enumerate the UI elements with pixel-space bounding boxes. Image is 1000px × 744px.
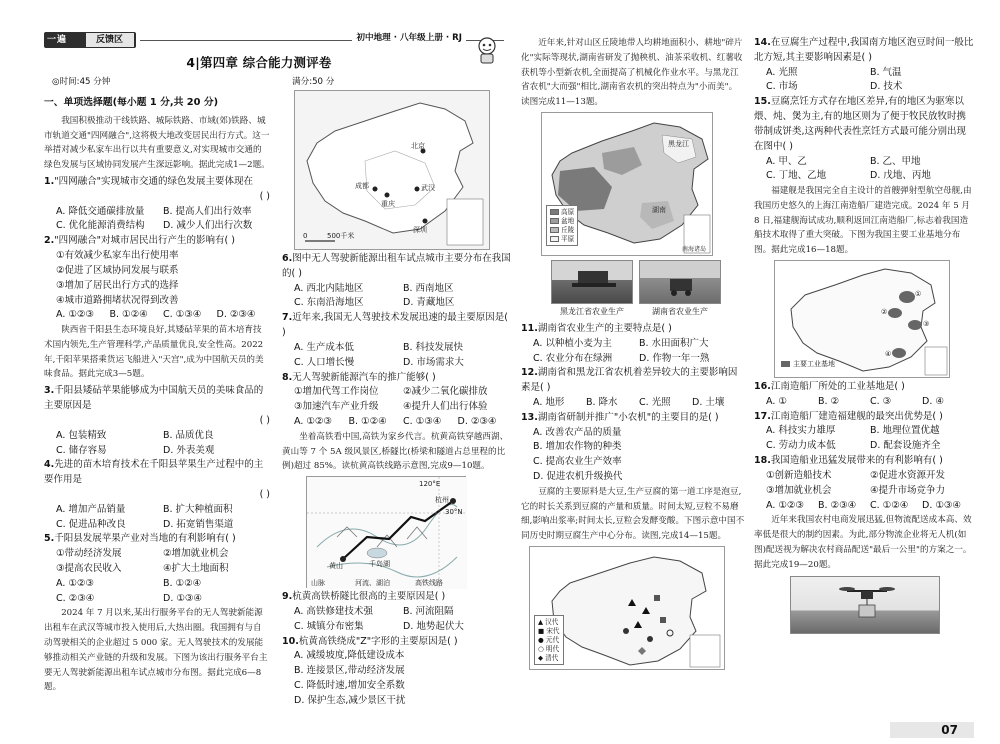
question-number: 6. xyxy=(282,253,293,264)
map-tofu-centers xyxy=(529,546,725,670)
city-label: 北京 xyxy=(411,142,425,150)
option-a[interactable]: A. ①②③ xyxy=(766,499,804,511)
option-c[interactable]: C. 农业分布在绿洲 xyxy=(533,352,613,364)
question-stem: 江南造船厂建造福建舰的最突出优势是 xyxy=(770,410,933,422)
question-number: 12. xyxy=(521,367,538,379)
legend-mountain: 山脉 xyxy=(311,579,325,588)
question-number: 8. xyxy=(282,371,293,383)
question-1 xyxy=(44,175,270,190)
statements xyxy=(754,469,974,499)
question-stem: "四网融合"实现城市交通的绿色发展主要体现在 xyxy=(54,176,253,188)
question-stem: 豆腐烹饪方式存在地区差异,有的地区为驱寒以煨、炖、煲为主,有的地区则为了便于牧民放牧时携带制成饼类,这两种代表性烹饪方式最可能分别出现在图中 xyxy=(754,96,967,152)
option-c[interactable]: C. ①③④ xyxy=(163,309,202,321)
answer-bracket[interactable]: ( ) xyxy=(932,410,943,422)
option-a[interactable]: A. ① xyxy=(766,395,787,407)
question-17 xyxy=(754,410,974,425)
lake-label: 千岛湖 xyxy=(369,560,390,569)
option-c[interactable]: C. ①③④ xyxy=(403,415,442,427)
option-d[interactable]: D. ②③④ xyxy=(457,415,497,427)
statement-2: ②促进了区域协同发展与联系 xyxy=(56,264,179,276)
answer-bracket[interactable]: ( ) xyxy=(259,414,270,426)
statement-3: ③增加就业机会 xyxy=(766,484,832,496)
scale-label: 0 xyxy=(303,232,308,240)
question-15 xyxy=(754,95,974,154)
statement-2: ②促进水资源开发 xyxy=(870,469,946,481)
answer-bracket[interactable]: ( ) xyxy=(425,371,436,383)
option-b[interactable]: B. 连接景区,带动经济发展 xyxy=(294,665,405,677)
option-b[interactable]: B. 河流阻隔 xyxy=(403,605,454,617)
base-label: ① xyxy=(915,290,922,299)
option-b[interactable]: B. 乙、甲地 xyxy=(870,155,921,167)
option-a[interactable]: A. 增加产品销量 xyxy=(56,503,126,515)
statement-3: ③提高农民收入 xyxy=(56,563,122,575)
option-b[interactable]: B. 降水 xyxy=(586,396,618,408)
legend-ming: ○ 明代 xyxy=(538,644,560,653)
question-4 xyxy=(44,458,270,488)
question-number: 16. xyxy=(754,381,771,393)
option-c[interactable]: C. 储存容易 xyxy=(56,444,107,456)
option-a[interactable]: A. 以种植小麦为主 xyxy=(533,337,612,349)
statement-4: ④提升市场竞争力 xyxy=(870,484,946,496)
option-a[interactable]: A. 降低交通碳排放量 xyxy=(56,205,145,217)
question-14 xyxy=(754,36,974,66)
options xyxy=(521,337,745,367)
question-6 xyxy=(282,252,512,282)
question-number: 11. xyxy=(521,322,538,334)
option-a[interactable]: A. 西北内陆地区 xyxy=(294,282,364,294)
map-china-terrain xyxy=(541,112,713,256)
question-number: 14. xyxy=(754,37,771,48)
option-a[interactable]: A. 光照 xyxy=(766,66,798,78)
options xyxy=(754,66,974,96)
option-d[interactable]: D. 技术 xyxy=(870,81,903,93)
question-10 xyxy=(282,635,512,650)
options xyxy=(44,503,270,533)
option-a[interactable]: A. ①②③ xyxy=(56,577,94,589)
question-16 xyxy=(754,380,974,395)
question-9 xyxy=(282,590,512,605)
question-stem: 在豆腐生产过程中,我国南方地区泡豆时间一般比北方短,其主要影响因素是 xyxy=(754,37,974,63)
header xyxy=(44,30,504,50)
legend-song: ■ 宋代 xyxy=(538,626,560,635)
question-number: 2. xyxy=(44,235,55,247)
question-stem: 近年来,我国无人驾驶技术发展迅速的最主要原因是 xyxy=(292,312,505,324)
option-c[interactable]: C. ①②④ xyxy=(870,499,909,511)
header-tab-label: 一遍 xyxy=(47,35,68,45)
statement-4: ④扩大土地面积 xyxy=(163,563,229,575)
question-stem: "四网融合"对城市居民出行产生的影响有 xyxy=(54,235,225,247)
passage-5: 近年来,针对山区丘陵地带人均耕地面积小、耕地"碎片化"实际等现状,湖南省研发了抛秧机、油茶采收机、红薯收获机等小型新农机,全面提高了机械化作业水平。与黑龙江省农机"大而强"相比,湖南省农机的突出特点为"小而美"。读图完成11—13题。 xyxy=(521,38,743,108)
option-c[interactable]: C. 东南沿海地区 xyxy=(294,297,364,309)
option-d[interactable]: D. 土壤 xyxy=(692,396,725,408)
option-b[interactable]: B. 西南地区 xyxy=(403,282,454,294)
question-stem: 我国造船业迅猛发展带来的有利影响有 xyxy=(770,455,933,467)
answer-bracket[interactable]: ( ) xyxy=(861,51,872,63)
options xyxy=(754,424,974,454)
option-a[interactable]: A. 高铁修建技术强 xyxy=(294,605,373,617)
question-8 xyxy=(282,371,512,386)
options xyxy=(282,605,512,635)
options xyxy=(754,499,974,514)
option-c[interactable]: C. 光照 xyxy=(639,396,671,408)
column-4 xyxy=(754,36,974,634)
option-b[interactable]: B. 提高人们出行效率 xyxy=(163,205,252,217)
legend-basin: 盆地 xyxy=(550,217,574,226)
option-b[interactable]: B. 科技发展快 xyxy=(403,341,464,353)
passage-4: 坐着高铁看中国,高铁为家乡代言。杭黄高铁穿越西湖、黄山等 7 个 5A 级风景区,桥隧比(桥梁和隧道占总里程的比例)超过 85%。读杭黄高铁线路示意图,完成9—10题。 xyxy=(282,431,509,472)
option-d[interactable]: D. 保护生态,减少景区干扰 xyxy=(294,694,406,706)
latitude-label: 30°N xyxy=(445,508,463,517)
question-11 xyxy=(521,322,745,337)
legend-hill: 丘陵 xyxy=(550,226,574,235)
legend-plain: 平原 xyxy=(550,235,574,244)
column-1 xyxy=(44,96,270,697)
terrain-legend xyxy=(546,205,578,247)
option-b[interactable]: B. 地理位置优越 xyxy=(870,425,940,437)
option-a[interactable]: A. 改善农产品的质量 xyxy=(533,426,622,438)
option-b[interactable]: B. 扩大种植面积 xyxy=(163,503,233,515)
province-label: 湖南 xyxy=(652,205,666,214)
question-18 xyxy=(754,454,974,469)
mascot-icon xyxy=(474,36,500,66)
answer-bracket[interactable]: ( ) xyxy=(259,190,270,202)
photo-row xyxy=(521,260,745,322)
passage-7: 福建舰是我国完全自主设计的首艘弹射型航空母舰,由我国历史悠久的上海江南造船厂建造完成。2024 年 5 月 8 日,福建舰海试成功,顺利返回江南造船厂,标志着我国造船技术取得了重大突破。下图为我国主要工业基地分布图。据此完成16—18题。 xyxy=(754,186,972,256)
options xyxy=(44,308,270,323)
header-subject: 初中地理 · 八年级上册 · RJ xyxy=(352,32,466,45)
options xyxy=(282,341,512,371)
option-c[interactable]: C. 促进品种改良 xyxy=(56,518,126,530)
base-label: ③ xyxy=(923,320,930,329)
question-stem: 杭黄高铁桥隧比很高的主要原因是 xyxy=(292,591,435,603)
legend-plateau: 高原 xyxy=(550,208,574,217)
answer-bracket[interactable]: ( ) xyxy=(291,267,302,279)
question-stem: 杭黄高铁绕成"Z"字形的主要原因是 xyxy=(298,635,448,647)
full-score: 满分:50 分 xyxy=(292,77,335,87)
header-section-label: 反馈区 xyxy=(86,33,134,47)
city-label: 杭州 xyxy=(435,496,449,505)
answer-bracket[interactable]: ( ) xyxy=(708,411,719,423)
option-d[interactable]: D. ②③④ xyxy=(216,309,256,321)
header-tab xyxy=(44,32,136,48)
option-a[interactable]: A. ①②③ xyxy=(56,309,94,321)
option-d[interactable]: D. 青藏地区 xyxy=(403,297,455,309)
question-stem: 先进的苗木培育技术在千阳县苹果生产过程中的主要作用是 xyxy=(44,459,264,486)
option-a[interactable]: A. ①②③ xyxy=(294,415,332,427)
photo-heilongjiang xyxy=(551,260,633,304)
option-d[interactable]: D. ④ xyxy=(922,395,944,407)
question-number: 10. xyxy=(282,635,299,647)
option-d[interactable]: D. ①③④ xyxy=(163,592,202,604)
city-label: 成都 xyxy=(355,182,369,190)
scale-label: 500千米 xyxy=(327,232,355,240)
question-number: 3. xyxy=(44,385,55,397)
options xyxy=(44,577,270,607)
question-number: 1. xyxy=(44,176,55,188)
question-number: 5. xyxy=(44,533,55,545)
option-d[interactable]: D. 戊地、丙地 xyxy=(870,170,931,182)
option-b[interactable]: B. ①②④ xyxy=(348,415,387,427)
photo-caption: 湖南省农业生产 xyxy=(652,306,708,316)
option-b[interactable]: B. 气温 xyxy=(870,66,902,78)
question-number: 7. xyxy=(282,312,293,324)
question-number: 18. xyxy=(754,455,771,467)
option-d[interactable]: D. 拓宽销售渠道 xyxy=(163,518,234,530)
option-d[interactable]: D. 地势起伏大 xyxy=(403,620,464,632)
option-d[interactable]: D. 促进农机升级换代 xyxy=(533,471,623,483)
answer-bracket[interactable]: ( ) xyxy=(661,322,672,334)
question-stem: 湖南省研制并推广"小农机"的主要目的是 xyxy=(537,411,709,423)
answer-bracket[interactable]: ( ) xyxy=(894,381,905,393)
question-stem: 千阳县矮砧苹果能够成为中国航天员的美味食品的主要原因是 xyxy=(44,385,264,412)
legend-han: ▲ 汉代 xyxy=(538,617,559,626)
question-number: 17. xyxy=(754,410,771,422)
passage-8: 近年来我国农村电商发展迅猛,但物流配送成本高、效率低是很大的制约因素。为此,部分物流企业将无人机(如图)配送视为解决农村商品配送"最后一公里"的方案之一。据此完成19—20题。 xyxy=(754,515,972,570)
map-industrial-bases xyxy=(774,260,950,378)
question-stem: 湖南省和黑龙江省农机着差异较大的主要影响因素是 xyxy=(521,367,738,394)
statement-1: ①创新造船技术 xyxy=(766,469,832,481)
statement-1: ①带动经济发展 xyxy=(56,548,122,560)
statements xyxy=(282,385,512,415)
dynasty-legend xyxy=(534,615,564,665)
drone-photo xyxy=(790,576,940,634)
option-b[interactable]: B. ①②④ xyxy=(163,577,202,589)
photo-caption: 黑龙江省农业生产 xyxy=(560,306,624,316)
question-stem: 千阳县发展苹果产业对当地的有利影响有 xyxy=(54,533,226,545)
question-number: 13. xyxy=(521,411,538,423)
question-stem: 江南造船厂所处的工业基地是 xyxy=(770,381,895,393)
city-label: 重庆 xyxy=(381,200,395,208)
legend-qing: ◆ 清代 xyxy=(538,653,559,662)
longitude-label: 120°E xyxy=(419,480,441,489)
city-label: 黄山 xyxy=(329,562,343,571)
statement-4: ④城市道路拥堵状况得到改善 xyxy=(56,294,179,306)
answer-bracket[interactable]: ( ) xyxy=(282,312,508,339)
page-number: 07 xyxy=(941,723,958,737)
page-title: 4|第四章 综合能力测评卷 xyxy=(186,55,332,70)
drone-icon xyxy=(791,577,941,635)
column-3 xyxy=(521,36,745,672)
option-c[interactable]: C. ③ xyxy=(870,395,892,407)
legend-industrial-base: 主要工业基地 xyxy=(793,360,835,369)
option-a[interactable]: A. 甲、乙 xyxy=(766,155,807,167)
answer-bracket[interactable]: ( ) xyxy=(540,382,551,394)
page-number-tab xyxy=(890,722,974,738)
option-d[interactable]: D. 减少人们出行次数 xyxy=(163,220,253,232)
option-c[interactable]: C. ②③④ xyxy=(56,592,95,604)
answer-bracket[interactable]: ( ) xyxy=(932,455,943,467)
question-number: 9. xyxy=(282,591,293,603)
answer-bracket[interactable]: ( ) xyxy=(225,533,236,545)
base-label: ② xyxy=(881,308,888,317)
city-label: 深圳 xyxy=(413,226,427,234)
option-c[interactable]: C. 提高农业生产效率 xyxy=(533,456,622,468)
option-c[interactable]: C. 降低时速,增加安全系数 xyxy=(294,679,405,691)
statement-1: ①增加代驾工作岗位 xyxy=(294,386,379,398)
passage-3: 2024 年 7 月以来,某出行服务平台的无人驾驶新能源出租车在武汉等城市投入使用后,大热出圈。我国拥有与自动驾驶相关的企业超过 5 000 家。无人驾驶技术的发展能够推动相关产业链的升级和发展。下图为该出行服务平台主要无人驾驶新能源出租车试点城市分布图。据此完成6—8题。 xyxy=(44,608,268,693)
section-heading: 一、单项选择题(每小题 1 分,共 20 分) xyxy=(44,97,219,108)
option-a[interactable]: A. 科技实力雄厚 xyxy=(766,425,836,437)
option-a[interactable]: A. 减缓坡度,降低建设成本 xyxy=(294,650,405,662)
passage-1: 我国积极推动干线铁路、城际铁路、市域(郊)铁路、城市轨道交通"四网融合",这将极大地改变居民出行方式。这一举措对减少私家车出行以共有重要意义,对实现城市交通的绿色发展与区域协同发展产生深远影响。据此完成1—2题。 xyxy=(44,115,270,171)
options xyxy=(282,282,512,312)
statement-3: ③增加了居民出行方式的选择 xyxy=(56,279,179,291)
option-b[interactable]: B. ② xyxy=(818,395,840,407)
question-13 xyxy=(521,411,745,426)
options xyxy=(754,395,974,410)
option-d[interactable]: D. 市场需求大 xyxy=(403,356,464,368)
province-label: 黑龙江 xyxy=(668,139,689,148)
passage-2: 陕西省千阳县生态环境良好,其矮砧苹果的苗木培育技术国内领先,生产管理科学,产品质量优良,安全性高。2022 年,千阳苹果搭乘货运飞船进入"天宫",成为中国航天员的美味食品。据此完成3—5题。 xyxy=(44,325,264,380)
city-label: 武汉 xyxy=(421,184,435,192)
option-a[interactable]: A. 包装精致 xyxy=(56,429,107,441)
china-map-outline xyxy=(295,91,491,251)
inset-label: 南海诸岛 xyxy=(682,245,707,253)
statement-4: ④提升人们出行体验 xyxy=(403,401,488,413)
answer-bracket[interactable]: ( ) xyxy=(447,635,458,647)
option-c[interactable]: C. 丁地、乙地 xyxy=(766,170,827,182)
option-b[interactable]: B. ②③④ xyxy=(818,499,857,511)
statement-2: ②减少二氧化碳排放 xyxy=(403,386,488,398)
time-limit: ◎时间:45 分钟 xyxy=(52,77,111,87)
answer-bracket[interactable]: ( ) xyxy=(782,140,793,152)
option-d[interactable]: D. ①③④ xyxy=(922,499,961,511)
column-2 xyxy=(282,88,512,709)
option-b[interactable]: B. 增加农作物的种类 xyxy=(533,441,622,453)
base-label: ④ xyxy=(885,350,892,359)
statement-3: ③加速汽车产业升级 xyxy=(294,401,379,413)
legend-railway: 高铁线路 xyxy=(415,579,443,588)
option-c[interactable]: C. 优化能源消费结构 xyxy=(56,220,145,232)
option-d[interactable]: D. 作物一年一熟 xyxy=(639,352,710,364)
question-5 xyxy=(44,532,270,547)
option-b[interactable]: B. 品质优良 xyxy=(163,429,214,441)
question-number: 15. xyxy=(754,96,771,108)
answer-bracket[interactable]: ( ) xyxy=(224,235,235,247)
legend-yuan: ● 元代 xyxy=(538,635,560,644)
option-a[interactable]: A. 地形 xyxy=(533,396,565,408)
statement-1: ①有效减少私家车出行使用率 xyxy=(56,250,179,262)
options xyxy=(44,429,270,459)
question-12 xyxy=(521,366,745,396)
option-d[interactable]: D. 外表美观 xyxy=(163,444,215,456)
legend-river: 河流、湖泊 xyxy=(355,579,390,588)
option-c[interactable]: C. 劳动力成本低 xyxy=(766,440,836,452)
answer-bracket[interactable]: ( ) xyxy=(259,488,270,500)
question-3 xyxy=(44,384,270,414)
option-c[interactable]: C. 城镇分布密集 xyxy=(294,620,364,632)
option-c[interactable]: C. 市场 xyxy=(766,81,798,93)
map-hangzhou-huangshan-rail xyxy=(306,476,466,588)
option-a[interactable]: A. 生产成本低 xyxy=(294,341,354,353)
answer-bracket[interactable]: ( ) xyxy=(434,591,446,603)
options xyxy=(282,415,512,430)
question-stem: 图中无人驾驶新能源出租车试点城市主要分布在我国的 xyxy=(282,253,511,279)
photo-hunan xyxy=(639,260,721,304)
question-number: 4. xyxy=(44,459,55,471)
question-7 xyxy=(282,311,512,341)
question-stem: 湖南省农业生产的主要特点是 xyxy=(537,322,662,334)
statements xyxy=(44,547,270,577)
option-d[interactable]: D. 配套设施齐全 xyxy=(870,440,941,452)
options xyxy=(754,155,974,185)
question-2 xyxy=(44,234,270,249)
options xyxy=(44,205,270,235)
statement-2: ②增加就业机会 xyxy=(163,548,229,560)
option-b[interactable]: B. 水田面积广大 xyxy=(639,337,709,349)
option-b[interactable]: B. ①②④ xyxy=(109,309,148,321)
question-stem: 无人驾驶新能源汽车的推广能够 xyxy=(292,371,426,383)
map-driverless-taxi-cities xyxy=(294,90,490,250)
option-c[interactable]: C. 人口增长慢 xyxy=(294,356,355,368)
passage-6: 豆腐的主要原料是大豆,生产豆腐的第一道工序是泡豆,它的时长关系到豆腐的产量和质量。时间太短,豆粒不易磨细,影响出浆率;时间太长,豆粒会发酵变酸。下图示意中国不同历史时期豆腐生产中心分布。读图,完成14—15题。 xyxy=(521,486,745,542)
rail-map-drawing xyxy=(307,477,467,589)
options xyxy=(521,396,745,411)
